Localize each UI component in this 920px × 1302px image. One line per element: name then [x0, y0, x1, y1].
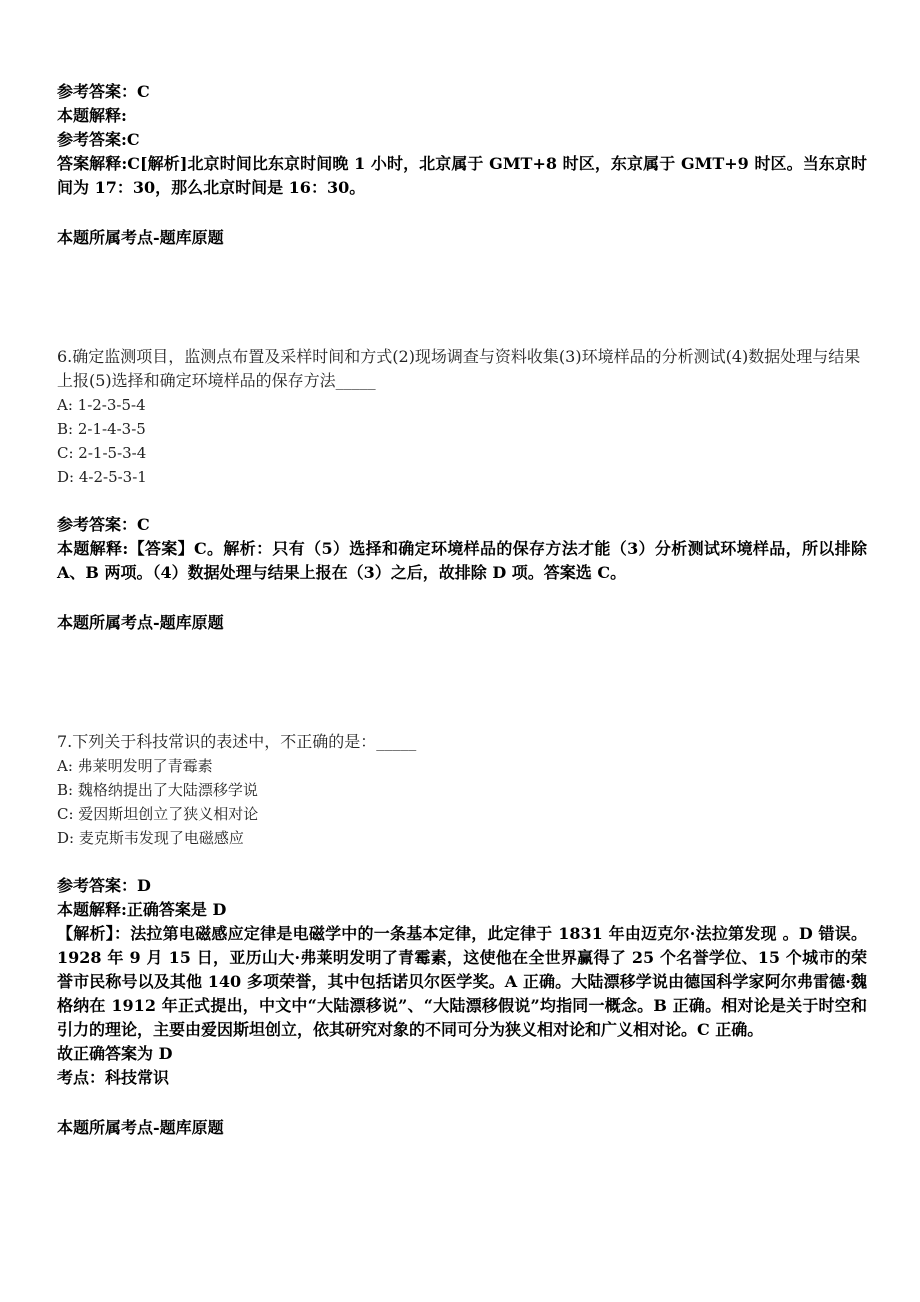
q7-conclusion: 故正确答案为 D [57, 1044, 173, 1063]
question-7 [57, 730, 867, 1140]
q7-explanation-label: 本题解释:正确答案是 D [57, 900, 227, 919]
q7-option-c: C: 爱因斯坦创立了狭义相对论 [57, 805, 259, 823]
q5-explanation-text: 答案解释:C[解析]北京时间比东京时间晚 1 小时，北京属于 GMT+8 时区，东京属于 GMT+9 时区。当东京时间为 17：30，那么北京时间是 16：30。 [57, 154, 867, 197]
document-page [57, 80, 867, 1140]
q6-option-c: C: 2-1-5-3-4 [57, 444, 147, 462]
q7-reference-answer: 参考答案：D [57, 876, 151, 895]
q5-answer-section [57, 80, 867, 250]
q6-reference-answer: 参考答案：C [57, 515, 150, 534]
q7-stem: 7.下列关于科技常识的表述中，不正确的是：_____ [57, 732, 417, 751]
q7-explanation-text: 【解析】：法拉第电磁感应定律是电磁学中的一条基本定律，此定律于 1831 年由迈克尔·法拉第发现 。D 错误。 1928 年 9 月 15 日，亚历山大·弗莱明发明了青霉素，这使他在全世界赢得了 25 个名誉学位、15 个城市的荣誉市民称号以及其他 140 多项荣誉，其中包括诺贝尔医学奖。A 正确。大陆漂移学说由德国科学家阿尔弗雷德·魏格纳在 1912 年正式提出，中文中“大陆漂移说”、“大陆漂移假说”均指同一概念。B 正确。相对论是关于时空和引力的理论，主要由爱因斯坦创立，依其研究对象的不同可分为狭义相对论和广义相对论。C 正确。 [57, 924, 867, 1039]
q7-option-d: D: 麦克斯韦发现了电磁感应 [57, 829, 244, 847]
q5-reference-answer: 参考答案：C [57, 82, 150, 101]
q7-source-note: 本题所属考点-题库原题 [57, 1118, 224, 1137]
q6-source-note: 本题所属考点-题库原题 [57, 613, 224, 632]
q5-source-note: 本题所属考点-题库原题 [57, 228, 224, 247]
q6-explanation-text: 本题解释:【答案】C。解析：只有（5）选择和确定环境样品的保存方法才能（3）分析测试环境样品，所以排除 A、B 两项。（4）数据处理与结果上报在（3）之后，故排除 D 项。答案选 C。 [57, 539, 867, 582]
q7-topic: 考点：科技常识 [57, 1068, 170, 1087]
q5-explanation-label: 本题解释: [57, 106, 127, 125]
q6-option-b: B: 2-1-4-3-5 [57, 420, 146, 438]
q6-option-a: A: 1-2-3-5-4 [57, 396, 146, 414]
q5-reference-answer-2: 参考答案:C [57, 130, 140, 149]
q6-option-d: D: 4-2-5-3-1 [57, 468, 147, 486]
question-6 [57, 345, 867, 635]
q6-stem: 6.确定监测项目，监测点布置及采样时间和方式(2)现场调查与资料收集(3)环境样品的分析测试(4)数据处理与结果上报(5)选择和确定环境样品的保存方法_____ [57, 347, 861, 390]
q7-option-a: A: 弗莱明发明了青霉素 [57, 757, 213, 775]
q7-option-b: B: 魏格纳提出了大陆漂移学说 [57, 781, 258, 799]
